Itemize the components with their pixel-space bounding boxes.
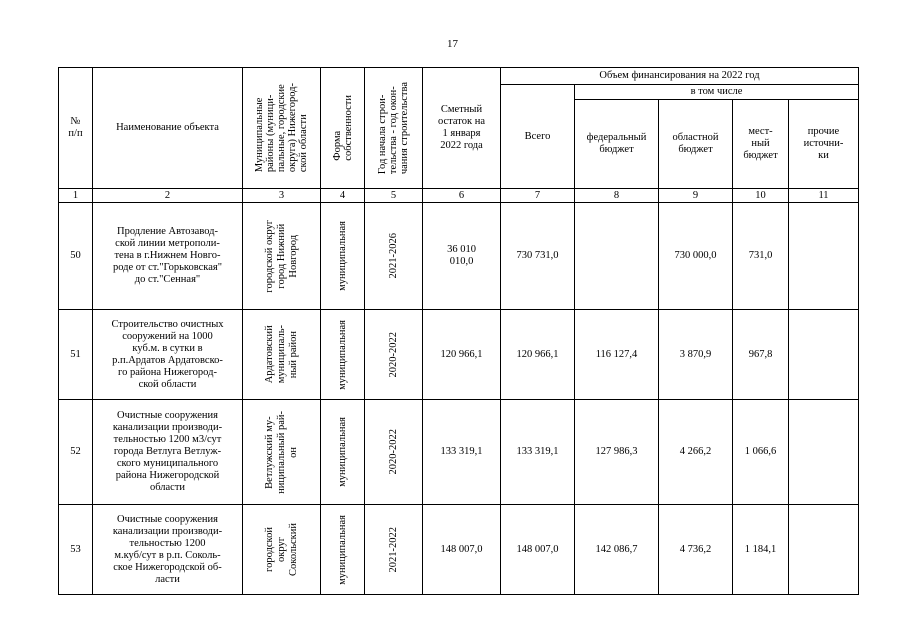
header-total: Всего <box>501 85 575 189</box>
row-other <box>789 203 859 310</box>
row-years: 2021-2026 <box>365 203 423 310</box>
header-local: мест- ный бюджет <box>733 100 789 189</box>
header-funding: Объем финансирования на 2022 год <box>501 68 859 85</box>
row-regional: 3 870,9 <box>659 310 733 400</box>
header-years: Год начала строи- тельства - год окон- чания строительства <box>365 68 423 189</box>
row-remaining: 36 010 010,0 <box>423 203 501 310</box>
table-row <box>59 400 859 505</box>
row-other <box>789 310 859 400</box>
row-no: 52 <box>59 400 93 505</box>
row-total: 148 007,0 <box>501 505 575 595</box>
row-regional: 4 736,2 <box>659 505 733 595</box>
table-row <box>59 310 859 400</box>
row-ownership: муниципальная <box>321 203 365 310</box>
column-number: 3 <box>243 189 321 203</box>
row-local: 1 066,6 <box>733 400 789 505</box>
row-federal: 142 086,7 <box>575 505 659 595</box>
header-federal: федеральный бюджет <box>575 100 659 189</box>
row-years: 2020-2022 <box>365 400 423 505</box>
row-other <box>789 505 859 595</box>
row-name: Строительство очистных сооружений на 1000 куб.м. в сутки в р.п.Ардатов Ардатовско- го района Нижегород- ской области <box>93 310 243 400</box>
row-no: 51 <box>59 310 93 400</box>
row-regional: 4 266,2 <box>659 400 733 505</box>
row-ownership: муниципальная <box>321 400 365 505</box>
row-federal <box>575 203 659 310</box>
column-number: 9 <box>659 189 733 203</box>
row-no: 53 <box>59 505 93 595</box>
row-other <box>789 400 859 505</box>
row-district: Ардатовский муниципаль- ный район <box>243 310 321 400</box>
row-years: 2020-2022 <box>365 310 423 400</box>
row-total: 730 731,0 <box>501 203 575 310</box>
row-local: 731,0 <box>733 203 789 310</box>
header-other: прочие источни- ки <box>789 100 859 189</box>
row-total: 133 319,1 <box>501 400 575 505</box>
column-number: 6 <box>423 189 501 203</box>
row-federal: 116 127,4 <box>575 310 659 400</box>
row-district: городской округ Сокольский <box>243 505 321 595</box>
row-local: 1 184,1 <box>733 505 789 595</box>
row-years: 2021-2022 <box>365 505 423 595</box>
row-district: городской округ город Нижний Новгород <box>243 203 321 310</box>
column-number: 2 <box>93 189 243 203</box>
column-number: 5 <box>365 189 423 203</box>
column-number: 10 <box>733 189 789 203</box>
header-name: Наименование объекта <box>93 68 243 189</box>
column-number: 11 <box>789 189 859 203</box>
header-remaining: Сметный остаток на 1 января 2022 года <box>423 68 501 189</box>
page-number: 17 <box>447 38 458 50</box>
row-remaining: 148 007,0 <box>423 505 501 595</box>
row-name: Продление Автозавод- ской линии метрополи- тена в г.Нижнем Новго- роде от ст."Горьковская" до ст."Сенная" <box>93 203 243 310</box>
financing-table <box>58 67 859 595</box>
row-ownership: муниципальная <box>321 310 365 400</box>
table-row <box>59 505 859 595</box>
header-districts: Муниципальные районы (муници- пальные, городские округа) Нижегород- ской области <box>243 68 321 189</box>
row-name: Очистные сооружения канализации производи- тельностью 1200 м3/сут города Ветлуга Ветлуж- ского муниципального района Нижегородской области <box>93 400 243 505</box>
header-no: № п/п <box>59 68 93 189</box>
column-numbers-row <box>59 189 859 203</box>
column-number: 4 <box>321 189 365 203</box>
column-number: 8 <box>575 189 659 203</box>
row-regional: 730 000,0 <box>659 203 733 310</box>
row-remaining: 120 966,1 <box>423 310 501 400</box>
table-row <box>59 203 859 310</box>
column-number: 7 <box>501 189 575 203</box>
row-ownership: муниципальная <box>321 505 365 595</box>
column-number: 1 <box>59 189 93 203</box>
row-name: Очистные сооружения канализации производи- тельностью 1200 м.куб/сут в р.п. Соколь- ское Нижегородской об- ласти <box>93 505 243 595</box>
header-ownership: Форма собственности <box>321 68 365 189</box>
row-total: 120 966,1 <box>501 310 575 400</box>
header-including: в том числе <box>575 85 859 100</box>
row-local: 967,8 <box>733 310 789 400</box>
header-regional: областной бюджет <box>659 100 733 189</box>
row-district: Ветлужский му- ниципальный рай- он <box>243 400 321 505</box>
row-no: 50 <box>59 203 93 310</box>
row-remaining: 133 319,1 <box>423 400 501 505</box>
row-federal: 127 986,3 <box>575 400 659 505</box>
